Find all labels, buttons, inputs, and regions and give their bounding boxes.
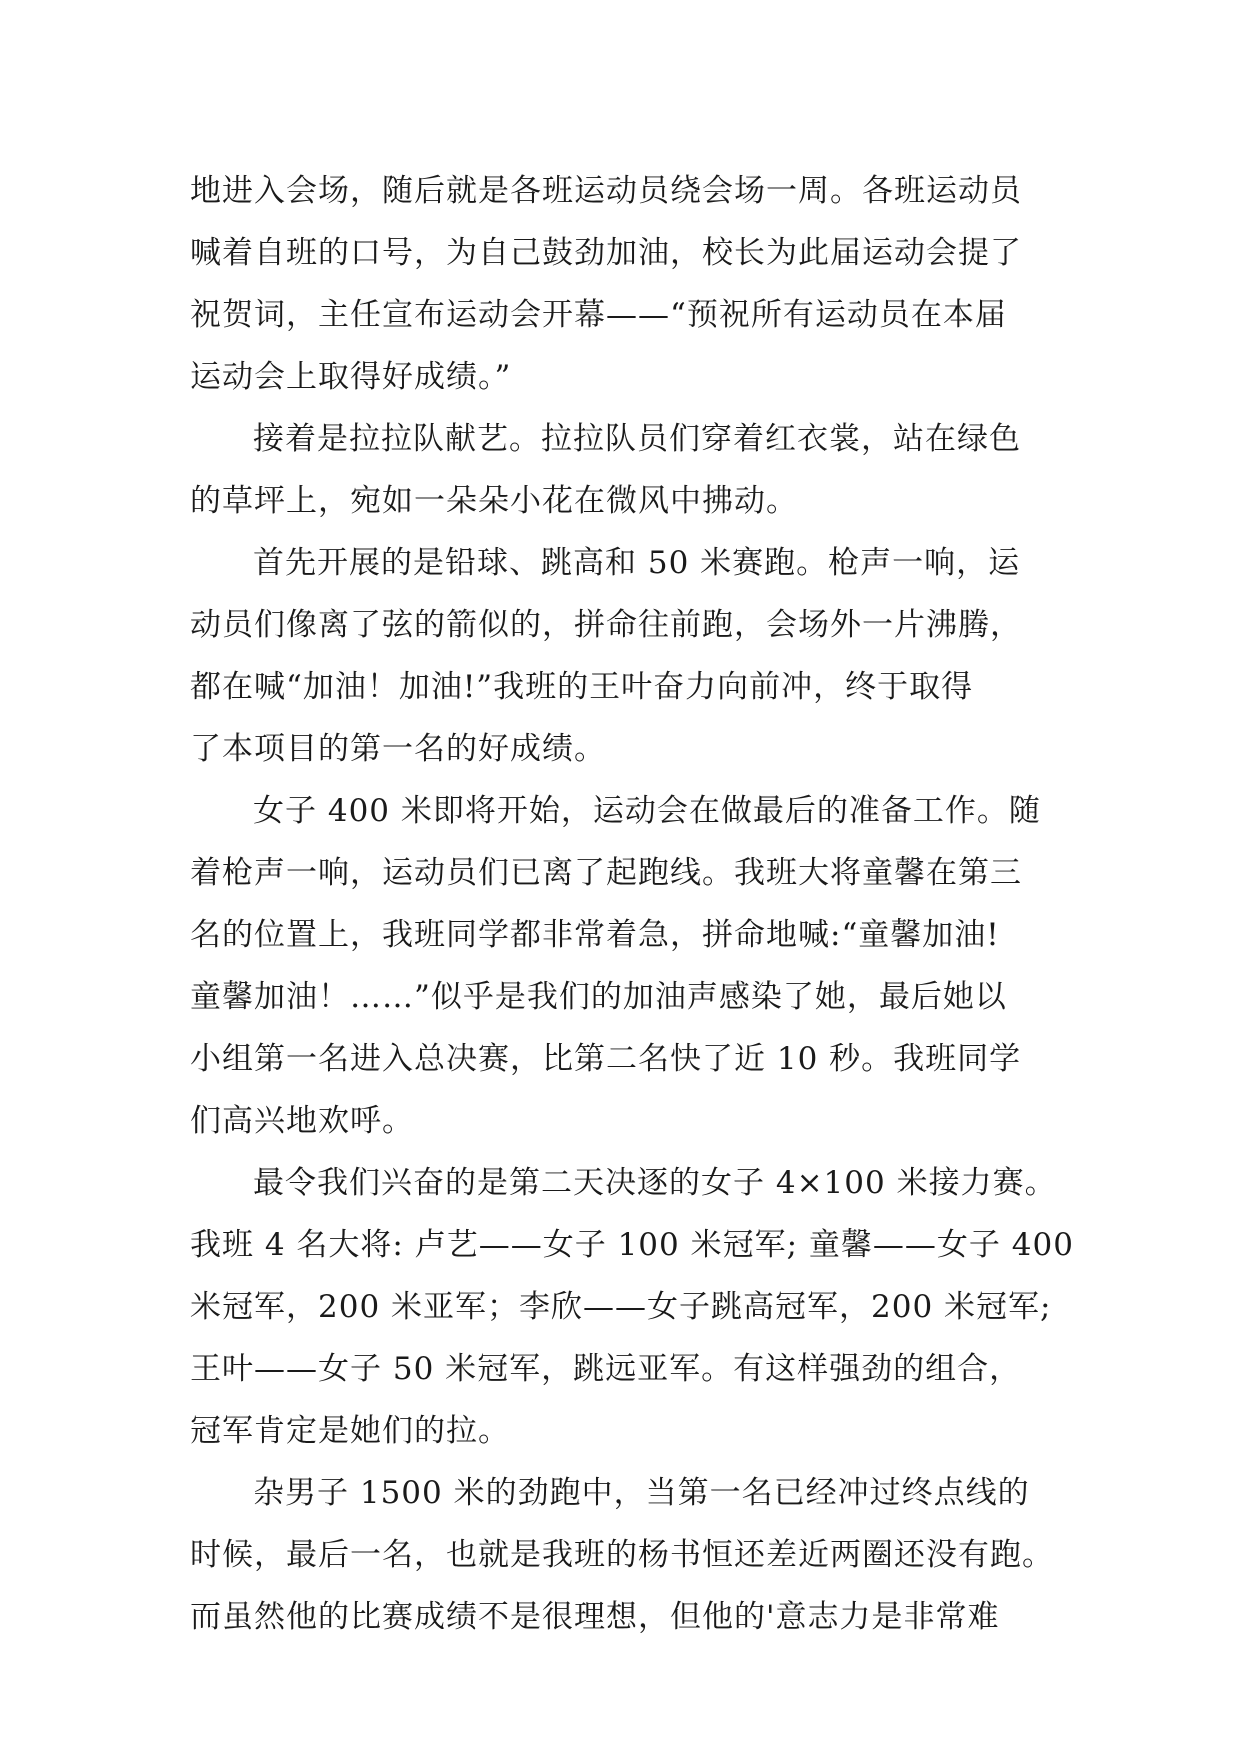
- text-line: 而虽然他的比赛成绩不是很理想，但他的'意志力是非常难: [190, 1599, 1000, 1635]
- text-line: 都在喊“加油！加油!”我班的王叶奋力向前冲，终于取得: [190, 669, 974, 705]
- text-line: 小组第一名进入总决赛，比第二名快了近 10 秒。我班同学: [190, 1041, 1022, 1077]
- text-line: 最令我们兴奋的是第二天决逐的女子 4×100 米接力赛。: [253, 1165, 1057, 1201]
- text-line: 名的位置上，我班同学都非常着急，拼命地喊:“童馨加油!: [190, 917, 1000, 953]
- text-line: 首先开展的是铅球、跳高和 50 米赛跑。枪声一响，运: [253, 545, 1021, 581]
- text-line: 童馨加油！……”似乎是我们的加油声感染了她，最后她以: [190, 979, 1007, 1015]
- text-line: 的草坪上，宛如一朵朵小花在微风中拂动。: [190, 483, 798, 519]
- document-body: [190, 160, 1074, 1648]
- text-line: 动员们像离了弦的箭似的，拼命往前跑，会场外一片沸腾，: [190, 607, 1022, 643]
- paragraph: [190, 160, 1070, 408]
- text-line: 王叶——女子 50 米冠军，跳远亚军。有这样强劲的组合，: [190, 1351, 1022, 1387]
- text-line: 我班 4 名大将: 卢艺——女子 100 米冠军; 童馨——女子 400: [190, 1227, 1074, 1263]
- text-line: 米冠军，200 米亚军；李欣——女子跳高冠军，200 米冠军;: [190, 1289, 1052, 1325]
- paragraph: [190, 1152, 1074, 1462]
- paragraph: [190, 780, 1070, 1152]
- text-line: 运动会上取得好成绩。”: [190, 359, 512, 395]
- text-line: 女子 400 米即将开始，运动会在做最后的准备工作。随: [253, 793, 1041, 829]
- text-line: 接着是拉拉队献艺。拉拉队员们穿着红衣裳，站在绿色: [253, 421, 1021, 457]
- text-line: 祝贺词，主任宣布运动会开幕——“预祝所有运动员在本届: [190, 297, 1007, 333]
- text-line: 喊着自班的口号，为自己鼓劲加油，校长为此届运动会提了: [190, 235, 1022, 271]
- text-line: 着枪声一响，运动员们已离了起跑线。我班大将童馨在第三: [190, 855, 1022, 891]
- text-line: 杂男子 1500 米的劲跑中，当第一名已经冲过终点线的: [253, 1475, 1030, 1511]
- paragraph: [190, 1462, 1070, 1648]
- paragraph: [190, 532, 1070, 780]
- text-line: 冠军肯定是她们的拉。: [190, 1413, 510, 1449]
- text-line: 时候，最后一名，也就是我班的杨书恒还差近两圈还没有跑。: [190, 1537, 1054, 1573]
- text-line: 们高兴地欢呼。: [190, 1103, 414, 1139]
- paragraph: [190, 408, 1070, 532]
- text-line: 地进入会场，随后就是各班运动员绕会场一周。各班运动员: [190, 173, 1022, 209]
- text-line: 了本项目的第一名的好成绩。: [190, 731, 606, 767]
